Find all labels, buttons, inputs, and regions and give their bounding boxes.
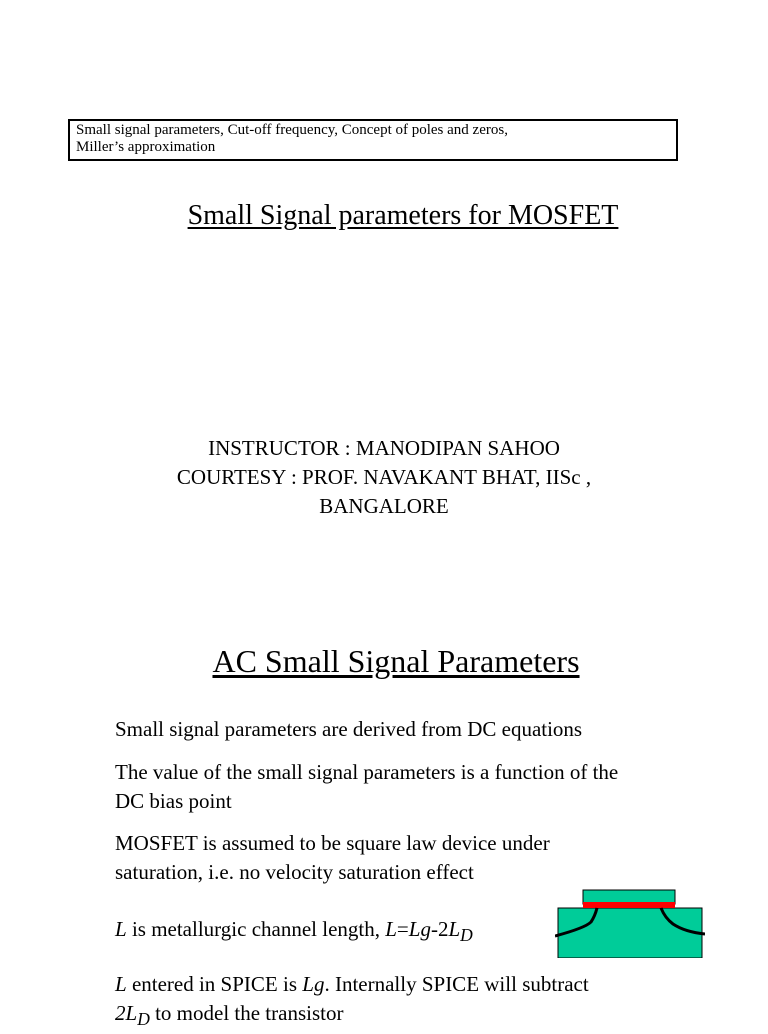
var-l: L: [115, 972, 127, 996]
substrate: [558, 908, 702, 958]
mosfet-cross-section-illustration: [555, 888, 705, 958]
credits-block: [0, 434, 768, 521]
var-lg: Lg: [408, 917, 431, 941]
text: entered in SPICE is: [126, 972, 303, 996]
topics-line-2: Miller’s approximation: [76, 139, 216, 155]
text: . Internally SPICE will subtract: [324, 972, 589, 996]
gate: [583, 890, 675, 904]
subscript-d: D: [460, 925, 473, 946]
var-ld: L: [448, 917, 461, 941]
text: is metallurgic channel length,: [126, 917, 386, 941]
gate-oxide: [583, 902, 675, 908]
slide2-title: AC Small Signal Parameters: [212, 643, 580, 679]
var-l: L: [115, 917, 127, 941]
var-lg: Lg: [302, 972, 325, 996]
paragraph-bias-point: The value of the small signal parameters is a function of the DC bias point: [115, 760, 619, 813]
minus-two: -2: [430, 917, 449, 941]
topics-box: [68, 119, 678, 161]
instructor-line: INSTRUCTOR : MANODIPAN SAHOO: [208, 436, 560, 460]
courtesy-line: COURTESY : PROF. NAVAKANT BHAT, IISc ,: [176, 465, 592, 489]
paragraph-square-law: MOSFET is assumed to be square law device under saturation, i.e. no velocity saturation effect: [115, 831, 550, 884]
paragraph-dc-equations: Small signal parameters are derived from DC equations: [115, 717, 583, 741]
var-l: L: [385, 917, 397, 941]
two-ld: 2L: [115, 1001, 138, 1025]
paragraph-spice: [115, 970, 595, 1034]
equals: =: [396, 917, 409, 941]
subscript-d: D: [137, 1009, 150, 1030]
text: to model the transistor: [149, 1001, 344, 1025]
topics-line-1: Small signal parameters, Cut-off frequency, Concept of poles and zeros,: [76, 122, 508, 138]
institution-line: BANGALORE: [319, 494, 449, 518]
slide1-title: Small Signal parameters for MOSFET: [187, 200, 619, 231]
